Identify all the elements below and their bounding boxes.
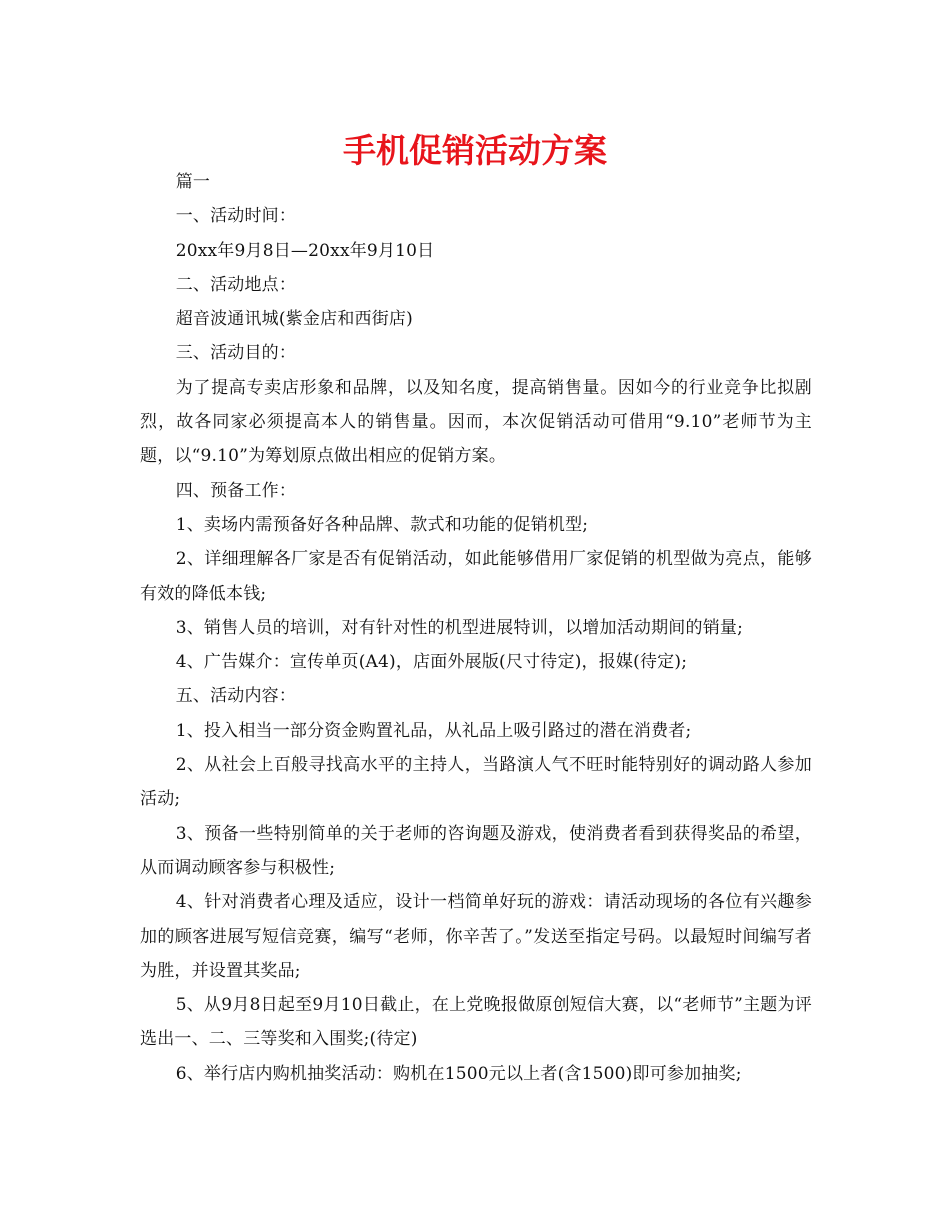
heading-activity-location: 二、活动地点：	[175, 274, 297, 295]
list-item-preparation-3: 3、销售人员的培训，对有针对性的机型进展特训，以增加活动期间的销量;	[175, 617, 744, 638]
list-item-preparation-4: 4、广告媒介：宣传单页(A4)，店面外展版(尺寸待定)，报媒(待定);	[175, 652, 688, 673]
paragraph-activity-purpose: 为了提高专卖店形象和品牌，以及知名度，提高销售量。因如今的行业竞争比拟剧烈，故各同家必须提高本人的销售量。因而，本次促销活动可借用“9.10”老师节为主题，以“9.10”为筹划原点做出相应的促销方案。	[140, 377, 812, 467]
paragraph-activity-location: 超音波通讯城(紫金店和西街店)	[175, 309, 413, 330]
document-title: 手机促销活动方案	[343, 131, 607, 170]
list-item-content-6: 6、举行店内购机抽奖活动：购机在1500元以上者(含1500)即可参加抽奖;	[175, 1063, 742, 1084]
list-item-content-5: 5、从9月8日起至9月10日截止，在上党晚报做原创短信大赛，以“老师节”主题为评选出一、二、三等奖和入围奖;(待定)	[140, 995, 812, 1050]
heading-activity-content: 五、活动内容：	[175, 686, 297, 707]
heading-activity-time: 一、活动时间：	[175, 206, 297, 227]
heading-activity-purpose: 三、活动目的：	[175, 343, 297, 364]
document-body	[140, 165, 812, 1091]
list-item-preparation-2: 2、详细理解各厂家是否有促销活动，如此能够借用厂家促销的机型做为亮点，能够有效的降低本钱;	[140, 549, 812, 604]
paragraph-activity-dates: 20xx年9月8日—20xx年9月10日	[175, 240, 435, 261]
list-item-content-2: 2、从社会上百般寻找高水平的主持人，当路演人气不旺时能特别好的调动路人参加活动;	[140, 755, 812, 810]
list-item-content-4: 4、针对消费者心理及适应，设计一档简单好玩的游戏：请活动现场的各位有兴趣参加的顾客进展写短信竞赛，编写“老师，你辛苦了。”发送至指定号码。以最短时间编写者为胜，并设置其奖品;	[140, 892, 812, 981]
heading-preparation: 四、预备工作：	[175, 480, 297, 501]
list-item-content-3: 3、预备一些特别简单的关于老师的咨询题及游戏，使消费者看到获得奖品的希望，从而调动顾客参与积极性;	[140, 823, 812, 878]
list-item-content-1: 1、投入相当一部分资金购置礼品，从礼品上吸引路过的潜在消费者;	[175, 720, 692, 741]
list-item-preparation-1: 1、卖场内需预备好各种品牌、款式和功能的促销机型;	[175, 514, 589, 535]
paragraph-section-label: 篇一	[175, 172, 211, 192]
